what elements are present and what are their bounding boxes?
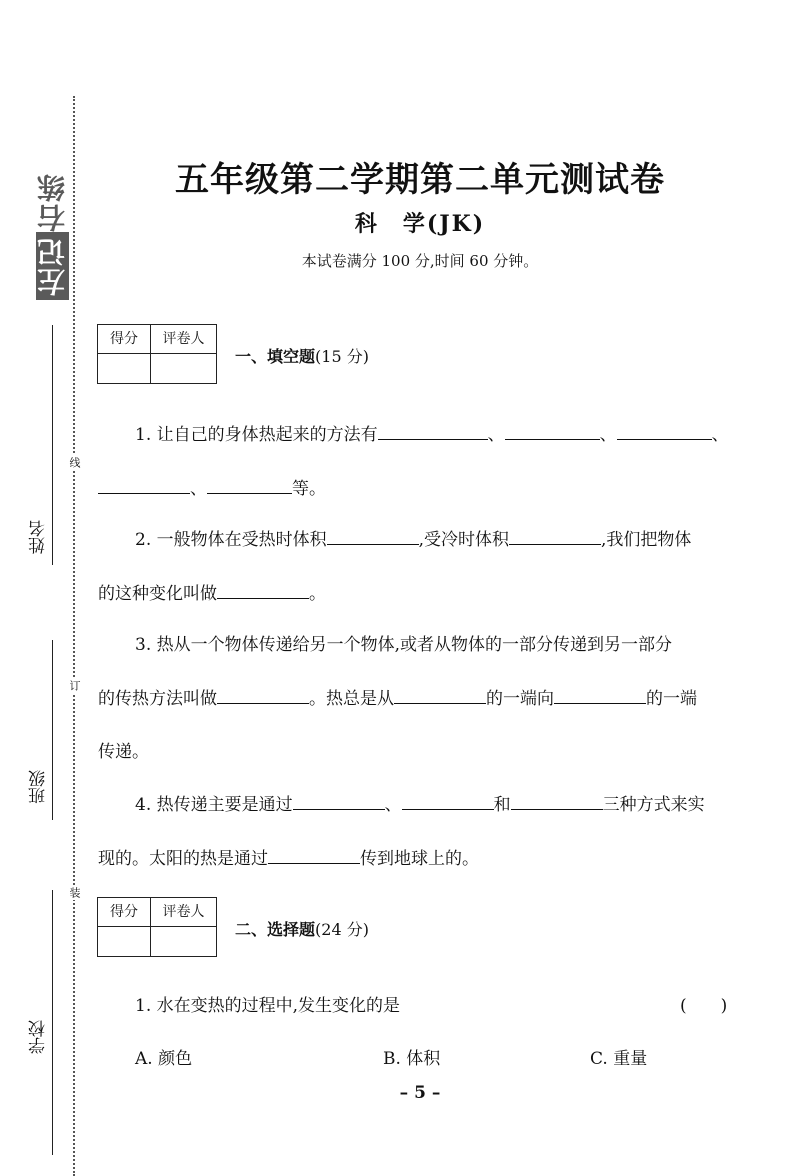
class-label: 班级 <box>29 770 49 804</box>
grader-header: 评卷人 <box>162 904 205 920</box>
answer-blank[interactable] <box>394 686 486 704</box>
page-number: – 5 – <box>399 1083 441 1103</box>
answer-blank[interactable] <box>509 527 601 545</box>
section-1-heading <box>235 344 369 367</box>
answer-blank[interactable] <box>207 476 292 494</box>
name-label: 姓名 <box>29 520 49 554</box>
choice-question-1-paren[interactable]: ( ) <box>680 996 728 1016</box>
question-1-line-2: 、 等。 <box>98 474 326 499</box>
answer-blank[interactable] <box>402 792 494 810</box>
section-2-title: 二、选择题 <box>235 920 316 939</box>
score-box-2 <box>97 897 217 957</box>
section-2-heading <box>235 917 369 940</box>
section-1-title: 一、填空题 <box>235 347 316 366</box>
school-label: 学校 <box>29 1020 49 1054</box>
answer-blank[interactable] <box>511 792 603 810</box>
score-header: 得分 <box>98 898 151 926</box>
option-b[interactable]: B. 体积 <box>383 1049 441 1069</box>
answer-blank[interactable] <box>217 581 309 599</box>
class-rule <box>52 640 53 820</box>
cut-mark-line: 线 <box>68 457 81 468</box>
answer-blank[interactable] <box>293 792 385 810</box>
answer-blank[interactable] <box>617 422 712 440</box>
answer-blank[interactable] <box>268 846 360 864</box>
answer-blank[interactable] <box>554 686 646 704</box>
grader-header: 评卷人 <box>162 331 205 347</box>
question-1-line-1: 1. 让自己的身体热起来的方法有 、 、 、 <box>135 420 729 445</box>
answer-blank[interactable] <box>98 476 190 494</box>
question-2-line-2: 的这种变化叫做 。 <box>98 579 326 604</box>
question-4-line-2: 现的。太阳的热是通过 传到地球上的。 <box>98 844 479 869</box>
section-2-points: (24 分) <box>315 920 369 939</box>
answer-blank[interactable] <box>327 527 419 545</box>
question-3-line-2: 的传热方法叫做 。热总是从 的一端向 的一端 <box>98 684 697 709</box>
exam-subject: 科 学(JK) <box>354 211 486 237</box>
question-4-line-1: 4. 热传递主要是通过 、 和 三种方式来实 <box>135 790 705 815</box>
score-header: 得分 <box>98 325 151 353</box>
cut-mark-bind: 装 <box>68 887 81 898</box>
answer-blank[interactable] <box>217 686 309 704</box>
score-box-1 <box>97 324 217 384</box>
choice-question-1-stem: 1. 水在变热的过程中,发生变化的是 <box>135 996 401 1016</box>
cut-mark-order: 订 <box>68 680 81 691</box>
question-2-line-1: 2. 一般物体在受热时体积 ,受冷时体积 ,我们把物体 <box>135 525 691 550</box>
binding-dotted-line <box>73 96 75 1176</box>
exam-note: 本试卷满分 100 分,时间 60 分钟。 <box>301 252 539 270</box>
question-3-line-1: 3. 热从一个物体传递给另一个物体,或者从物体的一部分传递到另一部分 <box>135 635 673 655</box>
answer-blank[interactable] <box>505 422 600 440</box>
brand-logo: 左记右练 <box>33 172 67 300</box>
answer-blank[interactable] <box>378 422 488 440</box>
option-a[interactable]: A. 颜色 <box>135 1049 193 1069</box>
school-rule <box>52 890 53 1155</box>
name-rule <box>52 325 53 565</box>
option-c[interactable]: C. 重量 <box>590 1049 648 1069</box>
question-3-line-3: 传递。 <box>98 742 149 762</box>
section-1-points: (15 分) <box>315 347 369 366</box>
exam-title: 五年级第二学期第二单元测试卷 <box>175 160 665 200</box>
